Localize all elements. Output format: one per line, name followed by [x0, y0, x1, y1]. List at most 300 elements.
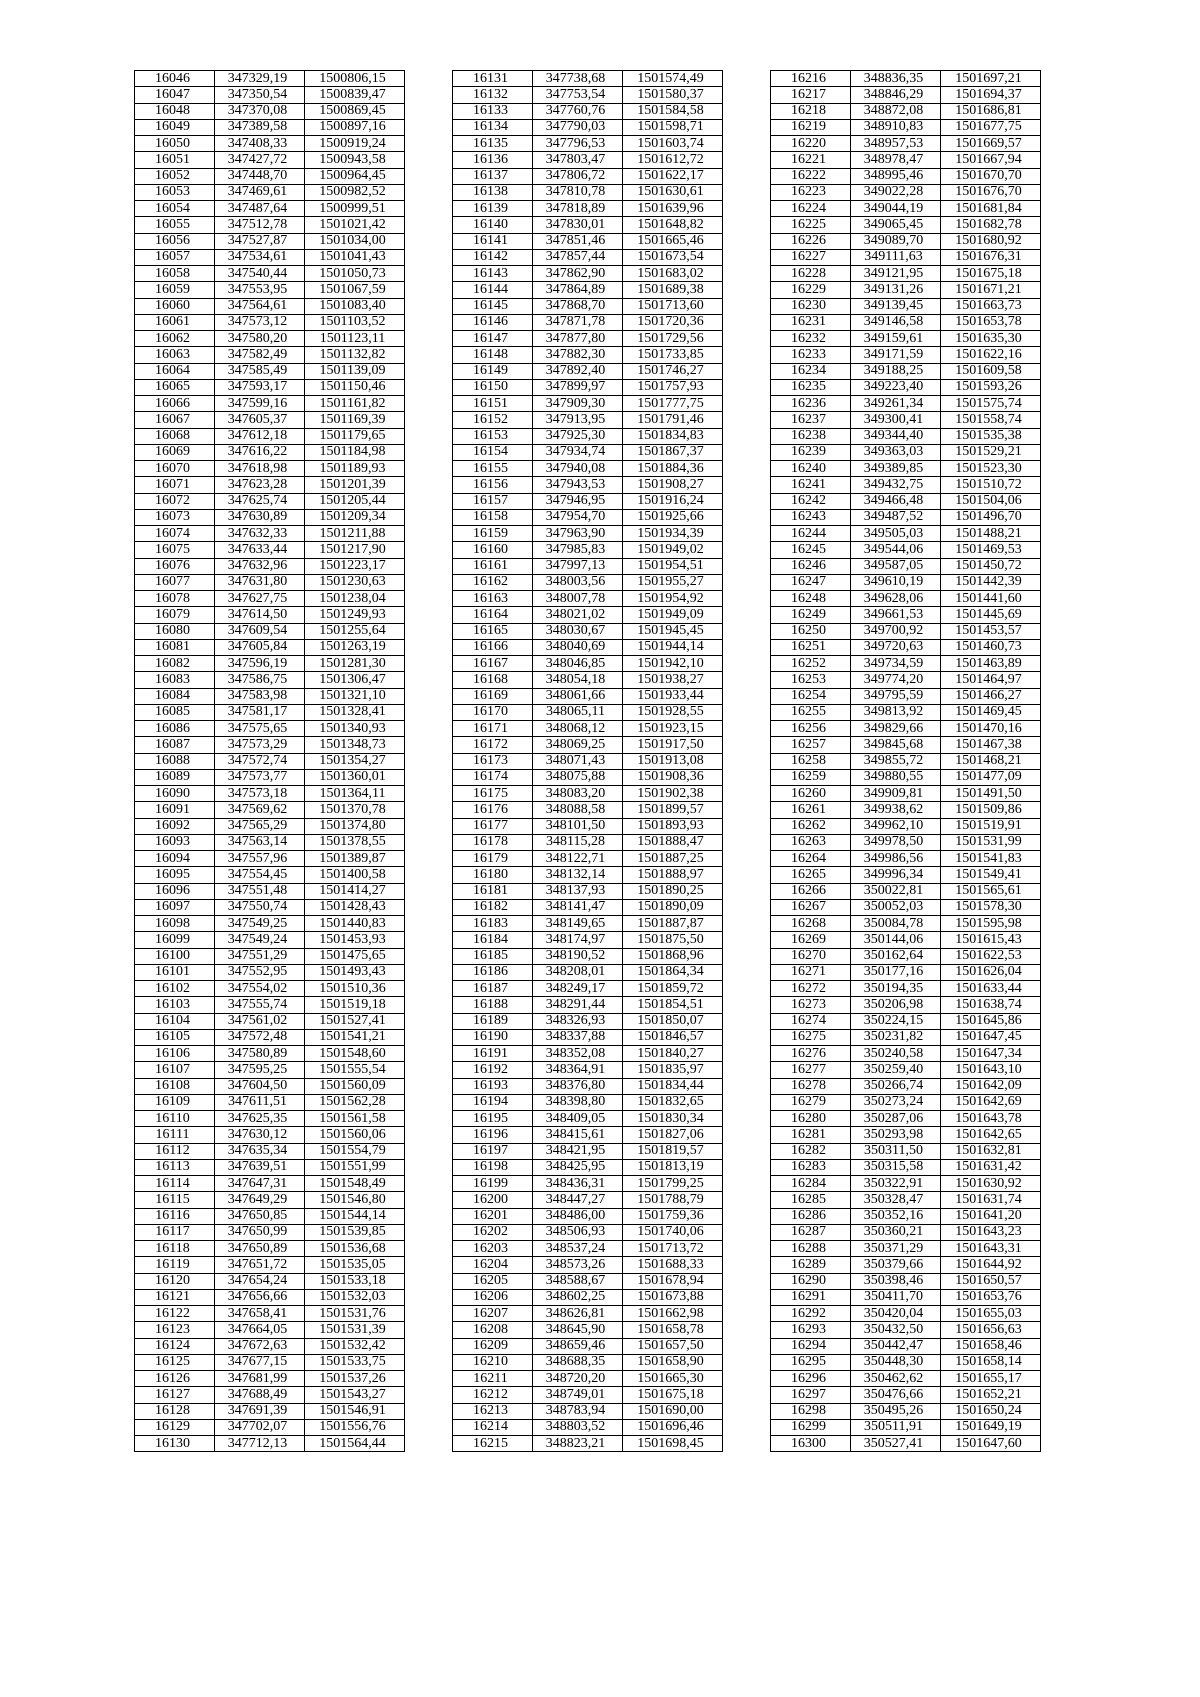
y-coordinate-cell: 1501205,44 [305, 493, 405, 509]
x-coordinate-cell: 349909,81 [851, 786, 941, 802]
x-coordinate-cell: 349089,70 [851, 233, 941, 249]
y-coordinate-cell: 1501537,26 [305, 1371, 405, 1387]
point-number-cell: 16221 [771, 152, 851, 168]
point-number-cell: 16210 [453, 1354, 533, 1370]
y-coordinate-cell: 1501665,30 [623, 1371, 723, 1387]
point-number-cell: 16163 [453, 591, 533, 607]
table-row [771, 786, 1041, 802]
point-number-cell: 16232 [771, 331, 851, 347]
point-number-cell: 16084 [135, 688, 215, 704]
table-row [453, 314, 723, 330]
point-number-cell: 16095 [135, 867, 215, 883]
y-coordinate-cell: 1501255,64 [305, 623, 405, 639]
y-coordinate-cell: 1501647,34 [941, 1046, 1041, 1062]
table-row [771, 721, 1041, 737]
table-row [453, 932, 723, 948]
table-row [135, 818, 405, 834]
y-coordinate-cell: 1501643,10 [941, 1062, 1041, 1078]
x-coordinate-cell: 347551,48 [215, 883, 305, 899]
x-coordinate-cell: 348659,46 [533, 1338, 623, 1354]
x-coordinate-cell: 347633,44 [215, 542, 305, 558]
point-number-cell: 16285 [771, 1192, 851, 1208]
y-coordinate-cell: 1501759,36 [623, 1208, 723, 1224]
y-coordinate-cell: 1501680,92 [941, 233, 1041, 249]
point-number-cell: 16106 [135, 1046, 215, 1062]
x-coordinate-cell: 348573,26 [533, 1257, 623, 1273]
table-row [135, 477, 405, 493]
table-row [135, 1403, 405, 1419]
y-coordinate-cell: 1501643,23 [941, 1224, 1041, 1240]
point-number-cell: 16082 [135, 656, 215, 672]
x-coordinate-cell: 349700,92 [851, 623, 941, 639]
x-coordinate-cell: 348421,95 [533, 1143, 623, 1159]
x-coordinate-cell: 350162,64 [851, 948, 941, 964]
y-coordinate-cell: 1501565,61 [941, 883, 1041, 899]
y-coordinate-cell: 1501890,25 [623, 883, 723, 899]
point-number-cell: 16247 [771, 574, 851, 590]
y-coordinate-cell: 1501475,65 [305, 948, 405, 964]
y-coordinate-cell: 1501230,63 [305, 574, 405, 590]
table-row [453, 542, 723, 558]
y-coordinate-cell: 1501360,01 [305, 769, 405, 785]
point-number-cell: 16200 [453, 1192, 533, 1208]
point-number-cell: 16172 [453, 737, 533, 753]
table-row [771, 834, 1041, 850]
y-coordinate-cell: 1501132,82 [305, 347, 405, 363]
x-coordinate-cell: 347627,75 [215, 591, 305, 607]
x-coordinate-cell: 348137,93 [533, 883, 623, 899]
x-coordinate-cell: 347572,74 [215, 753, 305, 769]
point-number-cell: 16134 [453, 119, 533, 135]
point-number-cell: 16198 [453, 1159, 533, 1175]
table-row [771, 266, 1041, 282]
table-row [453, 591, 723, 607]
table-row [135, 1176, 405, 1192]
table-row [135, 363, 405, 379]
point-number-cell: 16292 [771, 1306, 851, 1322]
table-row [453, 477, 723, 493]
point-number-cell: 16154 [453, 444, 533, 460]
x-coordinate-cell: 350266,74 [851, 1078, 941, 1094]
x-coordinate-cell: 347625,74 [215, 493, 305, 509]
table-row [453, 103, 723, 119]
x-coordinate-cell: 348910,83 [851, 119, 941, 135]
x-coordinate-cell: 347790,03 [533, 119, 623, 135]
table-row [135, 201, 405, 217]
table-row [135, 688, 405, 704]
x-coordinate-cell: 347654,24 [215, 1273, 305, 1289]
x-coordinate-cell: 347899,97 [533, 379, 623, 395]
table-row [135, 948, 405, 964]
point-number-cell: 16204 [453, 1257, 533, 1273]
table-row [135, 1143, 405, 1159]
y-coordinate-cell: 1501884,36 [623, 461, 723, 477]
table-row [453, 916, 723, 932]
y-coordinate-cell: 1501673,88 [623, 1289, 723, 1305]
y-coordinate-cell: 1501554,79 [305, 1143, 405, 1159]
x-coordinate-cell: 347580,89 [215, 1046, 305, 1062]
point-number-cell: 16063 [135, 347, 215, 363]
table-row [453, 136, 723, 152]
point-number-cell: 16282 [771, 1143, 851, 1159]
point-number-cell: 16289 [771, 1257, 851, 1273]
x-coordinate-cell: 347554,02 [215, 981, 305, 997]
point-number-cell: 16067 [135, 412, 215, 428]
y-coordinate-cell: 1501595,98 [941, 916, 1041, 932]
table-row [453, 834, 723, 850]
y-coordinate-cell: 1501740,06 [623, 1224, 723, 1240]
x-coordinate-cell: 347534,61 [215, 249, 305, 265]
x-coordinate-cell: 348398,80 [533, 1094, 623, 1110]
x-coordinate-cell: 350371,29 [851, 1241, 941, 1257]
table-row [453, 1403, 723, 1419]
table-row [771, 509, 1041, 525]
x-coordinate-cell: 347818,89 [533, 201, 623, 217]
y-coordinate-cell: 1501813,19 [623, 1159, 723, 1175]
x-coordinate-cell: 347614,50 [215, 607, 305, 623]
x-coordinate-cell: 348836,35 [851, 71, 941, 87]
point-number-cell: 16083 [135, 672, 215, 688]
x-coordinate-cell: 347596,19 [215, 656, 305, 672]
table-row [771, 1159, 1041, 1175]
y-coordinate-cell: 1501123,11 [305, 331, 405, 347]
y-coordinate-cell: 1500999,51 [305, 201, 405, 217]
point-number-cell: 16080 [135, 623, 215, 639]
point-number-cell: 16136 [453, 152, 533, 168]
table-row [135, 444, 405, 460]
point-number-cell: 16202 [453, 1224, 533, 1240]
x-coordinate-cell: 348588,67 [533, 1273, 623, 1289]
point-number-cell: 16278 [771, 1078, 851, 1094]
y-coordinate-cell: 1501150,46 [305, 379, 405, 395]
table-row [453, 1176, 723, 1192]
y-coordinate-cell: 1501378,55 [305, 834, 405, 850]
table-row [771, 769, 1041, 785]
x-coordinate-cell: 347940,08 [533, 461, 623, 477]
x-coordinate-cell: 349628,06 [851, 591, 941, 607]
table-row [771, 591, 1041, 607]
point-number-cell: 16238 [771, 428, 851, 444]
point-number-cell: 16157 [453, 493, 533, 509]
x-coordinate-cell: 347877,80 [533, 331, 623, 347]
y-coordinate-cell: 1501389,87 [305, 851, 405, 867]
y-coordinate-cell: 1501453,57 [941, 623, 1041, 639]
table-row [771, 1013, 1041, 1029]
table-row [453, 1208, 723, 1224]
table-row [771, 136, 1041, 152]
x-coordinate-cell: 347527,87 [215, 233, 305, 249]
x-coordinate-cell: 349121,95 [851, 266, 941, 282]
table-row [771, 396, 1041, 412]
table-row [453, 818, 723, 834]
y-coordinate-cell: 1501694,37 [941, 87, 1041, 103]
x-coordinate-cell: 348436,31 [533, 1176, 623, 1192]
y-coordinate-cell: 1501468,21 [941, 753, 1041, 769]
x-coordinate-cell: 350022,81 [851, 883, 941, 899]
point-number-cell: 16286 [771, 1208, 851, 1224]
x-coordinate-cell: 350398,46 [851, 1273, 941, 1289]
y-coordinate-cell: 1501560,09 [305, 1078, 405, 1094]
point-number-cell: 16158 [453, 509, 533, 525]
x-coordinate-cell: 348003,56 [533, 574, 623, 590]
x-coordinate-cell: 349261,34 [851, 396, 941, 412]
y-coordinate-cell: 1501470,16 [941, 721, 1041, 737]
x-coordinate-cell: 349131,26 [851, 282, 941, 298]
point-number-cell: 16245 [771, 542, 851, 558]
point-number-cell: 16091 [135, 802, 215, 818]
y-coordinate-cell: 1501414,27 [305, 883, 405, 899]
x-coordinate-cell: 347664,05 [215, 1322, 305, 1338]
x-coordinate-cell: 349188,25 [851, 363, 941, 379]
point-number-cell: 16219 [771, 119, 851, 135]
x-coordinate-cell: 350352,16 [851, 1208, 941, 1224]
x-coordinate-cell: 348132,14 [533, 867, 623, 883]
point-number-cell: 16098 [135, 916, 215, 932]
y-coordinate-cell: 1501645,86 [941, 1013, 1041, 1029]
point-number-cell: 16066 [135, 396, 215, 412]
point-number-cell: 16268 [771, 916, 851, 932]
table-row [771, 1094, 1041, 1110]
x-coordinate-cell: 347702,07 [215, 1419, 305, 1435]
y-coordinate-cell: 1501917,50 [623, 737, 723, 753]
table-row [135, 737, 405, 753]
table-row [135, 591, 405, 607]
table-row [771, 428, 1041, 444]
x-coordinate-cell: 348040,69 [533, 639, 623, 655]
table-row [135, 493, 405, 509]
point-number-cell: 16120 [135, 1273, 215, 1289]
table-row [453, 217, 723, 233]
y-coordinate-cell: 1501746,27 [623, 363, 723, 379]
x-coordinate-cell: 347677,15 [215, 1354, 305, 1370]
table-row [771, 217, 1041, 233]
x-coordinate-cell: 350293,98 [851, 1127, 941, 1143]
x-coordinate-cell: 347851,46 [533, 233, 623, 249]
table-row [771, 201, 1041, 217]
table-row [135, 331, 405, 347]
y-coordinate-cell: 1501593,26 [941, 379, 1041, 395]
table-row [135, 899, 405, 915]
point-number-cell: 16250 [771, 623, 851, 639]
point-number-cell: 16211 [453, 1371, 533, 1387]
y-coordinate-cell: 1501631,42 [941, 1159, 1041, 1175]
x-coordinate-cell: 347943,53 [533, 477, 623, 493]
table-row [135, 184, 405, 200]
y-coordinate-cell: 1501467,38 [941, 737, 1041, 753]
y-coordinate-cell: 1501942,10 [623, 656, 723, 672]
point-number-cell: 16233 [771, 347, 851, 363]
point-number-cell: 16070 [135, 461, 215, 477]
point-number-cell: 16265 [771, 867, 851, 883]
table-row [771, 526, 1041, 542]
point-number-cell: 16072 [135, 493, 215, 509]
table-row [135, 71, 405, 87]
table-row [453, 1436, 723, 1452]
y-coordinate-cell: 1501464,97 [941, 672, 1041, 688]
table-row [771, 1403, 1041, 1419]
x-coordinate-cell: 347892,40 [533, 363, 623, 379]
table-row [453, 1387, 723, 1403]
point-number-cell: 16088 [135, 753, 215, 769]
x-coordinate-cell: 347909,30 [533, 396, 623, 412]
x-coordinate-cell: 348409,05 [533, 1111, 623, 1127]
y-coordinate-cell: 1501189,93 [305, 461, 405, 477]
x-coordinate-cell: 347630,89 [215, 509, 305, 525]
y-coordinate-cell: 1501658,46 [941, 1338, 1041, 1354]
table-row [135, 1306, 405, 1322]
table-row [771, 477, 1041, 493]
table-row [135, 981, 405, 997]
y-coordinate-cell: 1501835,97 [623, 1062, 723, 1078]
x-coordinate-cell: 350177,16 [851, 964, 941, 980]
y-coordinate-cell: 1501635,30 [941, 331, 1041, 347]
point-number-cell: 16251 [771, 639, 851, 655]
point-number-cell: 16222 [771, 168, 851, 184]
x-coordinate-cell: 347649,29 [215, 1192, 305, 1208]
y-coordinate-cell: 1501523,30 [941, 461, 1041, 477]
x-coordinate-cell: 347639,51 [215, 1159, 305, 1175]
point-number-cell: 16207 [453, 1306, 533, 1322]
x-coordinate-cell: 349880,55 [851, 769, 941, 785]
x-coordinate-cell: 347573,18 [215, 786, 305, 802]
table-row [771, 347, 1041, 363]
y-coordinate-cell: 1501546,80 [305, 1192, 405, 1208]
x-coordinate-cell: 348749,01 [533, 1387, 623, 1403]
x-coordinate-cell: 348783,94 [533, 1403, 623, 1419]
x-coordinate-cell: 348054,18 [533, 672, 623, 688]
point-number-cell: 16298 [771, 1403, 851, 1419]
table-row [135, 867, 405, 883]
y-coordinate-cell: 1500943,58 [305, 152, 405, 168]
table-row [453, 444, 723, 460]
x-coordinate-cell: 347549,25 [215, 916, 305, 932]
x-coordinate-cell: 347573,77 [215, 769, 305, 785]
y-coordinate-cell: 1501041,43 [305, 249, 405, 265]
x-coordinate-cell: 350432,50 [851, 1322, 941, 1338]
point-number-cell: 16141 [453, 233, 533, 249]
x-coordinate-cell: 349774,20 [851, 672, 941, 688]
table-row [771, 298, 1041, 314]
point-number-cell: 16227 [771, 249, 851, 265]
point-number-cell: 16201 [453, 1208, 533, 1224]
table-row [135, 168, 405, 184]
point-number-cell: 16053 [135, 184, 215, 200]
x-coordinate-cell: 348088,58 [533, 802, 623, 818]
y-coordinate-cell: 1501263,19 [305, 639, 405, 655]
table-row [771, 103, 1041, 119]
table-row [453, 688, 723, 704]
point-number-cell: 16135 [453, 136, 533, 152]
point-number-cell: 16192 [453, 1062, 533, 1078]
y-coordinate-cell: 1501544,14 [305, 1208, 405, 1224]
y-coordinate-cell: 1500982,52 [305, 184, 405, 200]
point-number-cell: 16052 [135, 168, 215, 184]
point-number-cell: 16290 [771, 1273, 851, 1289]
x-coordinate-cell: 348069,25 [533, 737, 623, 753]
point-number-cell: 16180 [453, 867, 533, 883]
y-coordinate-cell: 1500869,45 [305, 103, 405, 119]
table-row [135, 396, 405, 412]
table-row [135, 282, 405, 298]
table-row [771, 282, 1041, 298]
table-row [135, 721, 405, 737]
point-number-cell: 16150 [453, 379, 533, 395]
x-coordinate-cell: 347573,12 [215, 314, 305, 330]
y-coordinate-cell: 1501657,50 [623, 1338, 723, 1354]
table-row [135, 574, 405, 590]
table-row [771, 981, 1041, 997]
y-coordinate-cell: 1501665,46 [623, 233, 723, 249]
table-row [453, 1159, 723, 1175]
y-coordinate-cell: 1501354,27 [305, 753, 405, 769]
table-row [453, 298, 723, 314]
x-coordinate-cell: 347864,89 [533, 282, 623, 298]
point-number-cell: 16264 [771, 851, 851, 867]
table-row [771, 152, 1041, 168]
y-coordinate-cell: 1501598,71 [623, 119, 723, 135]
x-coordinate-cell: 348506,93 [533, 1224, 623, 1240]
x-coordinate-cell: 347868,70 [533, 298, 623, 314]
point-number-cell: 16236 [771, 396, 851, 412]
table-row [135, 1192, 405, 1208]
table-row [135, 656, 405, 672]
point-number-cell: 16214 [453, 1419, 533, 1435]
x-coordinate-cell: 347623,28 [215, 477, 305, 493]
point-number-cell: 16065 [135, 379, 215, 395]
point-number-cell: 16068 [135, 428, 215, 444]
table-row [135, 1419, 405, 1435]
x-coordinate-cell: 350495,26 [851, 1403, 941, 1419]
table-row [453, 1062, 723, 1078]
y-coordinate-cell: 1501491,50 [941, 786, 1041, 802]
x-coordinate-cell: 348415,61 [533, 1127, 623, 1143]
table-row [453, 558, 723, 574]
y-coordinate-cell: 1501933,44 [623, 688, 723, 704]
table-row [771, 1322, 1041, 1338]
point-number-cell: 16173 [453, 753, 533, 769]
table-row [453, 981, 723, 997]
table-row [135, 1338, 405, 1354]
x-coordinate-cell: 349044,19 [851, 201, 941, 217]
y-coordinate-cell: 1501103,52 [305, 314, 405, 330]
point-number-cell: 16237 [771, 412, 851, 428]
y-coordinate-cell: 1501584,58 [623, 103, 723, 119]
table-row [453, 656, 723, 672]
x-coordinate-cell: 350052,03 [851, 899, 941, 915]
point-number-cell: 16283 [771, 1159, 851, 1175]
y-coordinate-cell: 1501850,07 [623, 1013, 723, 1029]
x-coordinate-cell: 349146,58 [851, 314, 941, 330]
point-number-cell: 16089 [135, 769, 215, 785]
y-coordinate-cell: 1501648,82 [623, 217, 723, 233]
y-coordinate-cell: 1501445,69 [941, 607, 1041, 623]
point-number-cell: 16291 [771, 1289, 851, 1305]
y-coordinate-cell: 1501649,19 [941, 1419, 1041, 1435]
y-coordinate-cell: 1501834,83 [623, 428, 723, 444]
x-coordinate-cell: 347604,50 [215, 1078, 305, 1094]
table-row [771, 461, 1041, 477]
y-coordinate-cell: 1501562,28 [305, 1094, 405, 1110]
table-row [453, 1322, 723, 1338]
x-coordinate-cell: 349171,59 [851, 347, 941, 363]
point-number-cell: 16205 [453, 1273, 533, 1289]
table-row [135, 851, 405, 867]
point-number-cell: 16212 [453, 1387, 533, 1403]
x-coordinate-cell: 348208,01 [533, 964, 623, 980]
point-number-cell: 16256 [771, 721, 851, 737]
table-row [453, 867, 723, 883]
x-coordinate-cell: 350315,58 [851, 1159, 941, 1175]
